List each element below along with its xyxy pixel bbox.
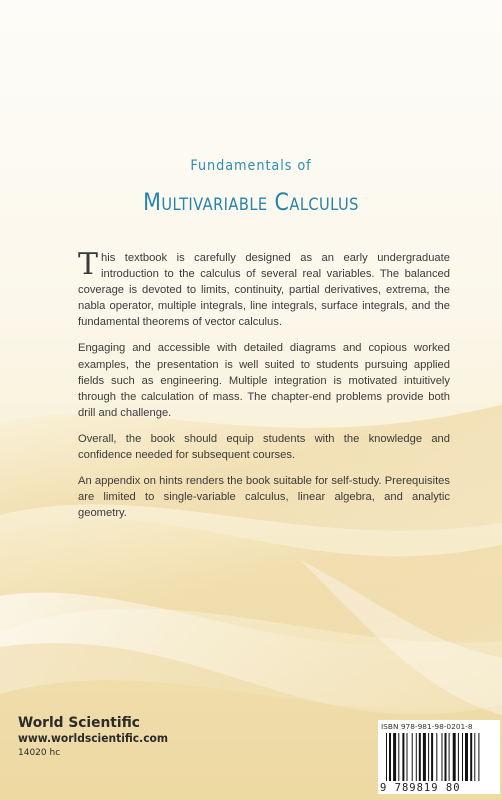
publisher-block — [18, 715, 179, 760]
barcode-bar — [436, 733, 437, 781]
barcode — [378, 720, 500, 794]
barcode-bar — [386, 733, 387, 781]
publisher-name: World Scientific — [18, 715, 140, 731]
barcode-bar — [453, 733, 456, 781]
description-text — [78, 247, 450, 531]
barcode-bar — [393, 733, 396, 781]
drop-cap: T — [78, 247, 99, 282]
barcode-bar — [402, 733, 404, 781]
barcode-bar — [445, 733, 447, 781]
paragraph-4: An appendix on hints renders the book suitable for self-study. Prerequisites are limited to single-variable calculus, linear algebra, and analytic geometry. — [78, 475, 450, 520]
barcode-bar — [412, 733, 413, 781]
paragraph-1 — [78, 247, 450, 330]
book-title-line1: Fundamentals of — [190, 158, 312, 174]
book-title-line2: Multivariable Calculus — [143, 188, 359, 216]
barcode-bar — [474, 733, 475, 781]
barcode-bar — [458, 733, 459, 781]
barcode-bar — [449, 733, 450, 781]
barcode-bar — [462, 733, 463, 781]
barcode-bars — [386, 733, 494, 781]
barcode-bar — [442, 733, 443, 781]
barcode-bar — [419, 733, 421, 781]
barcode-bar — [398, 733, 399, 781]
barcode-bar — [389, 733, 391, 781]
barcode-bar — [431, 733, 433, 781]
barcode-bar — [428, 733, 429, 781]
barcode-bar — [416, 733, 417, 781]
barcode-bar — [407, 733, 408, 781]
barcode-bar — [470, 733, 472, 781]
catalog-code: 14020 hc — [18, 748, 61, 758]
paragraph-2: Engaging and accessible with detailed diagrams and copious worked examples, the presentation is well suited to students pursuing applied fields such as engineering. Multiple integration is motivated intuitively through the calculation of mass. The chapter-end problems provide both drill and challenge. — [78, 342, 450, 419]
publisher-url: www.worldscientific.com — [18, 731, 169, 745]
isbn-label: ISBN 978-981-98-0201-8 — [381, 722, 473, 731]
paragraph-3: Overall, the book should equip students with the knowledge and confidence needed for subsequent courses. — [78, 432, 450, 462]
barcode-bar — [423, 733, 426, 781]
barcode-number: 9 789819 80 — [380, 782, 461, 794]
barcode-bar — [465, 733, 468, 781]
paragraph-1-text: his textbook is carefully designed as an early undergraduate introduction to the calculus of several real variables. The balanced coverage is devoted to limits, continuity, partial derivatives, extrema, the nabla operator, multiple integrals, line integrals, surface integrals, and the fundamental theorems of vector calculus. — [78, 252, 450, 329]
barcode-bar — [478, 733, 479, 781]
